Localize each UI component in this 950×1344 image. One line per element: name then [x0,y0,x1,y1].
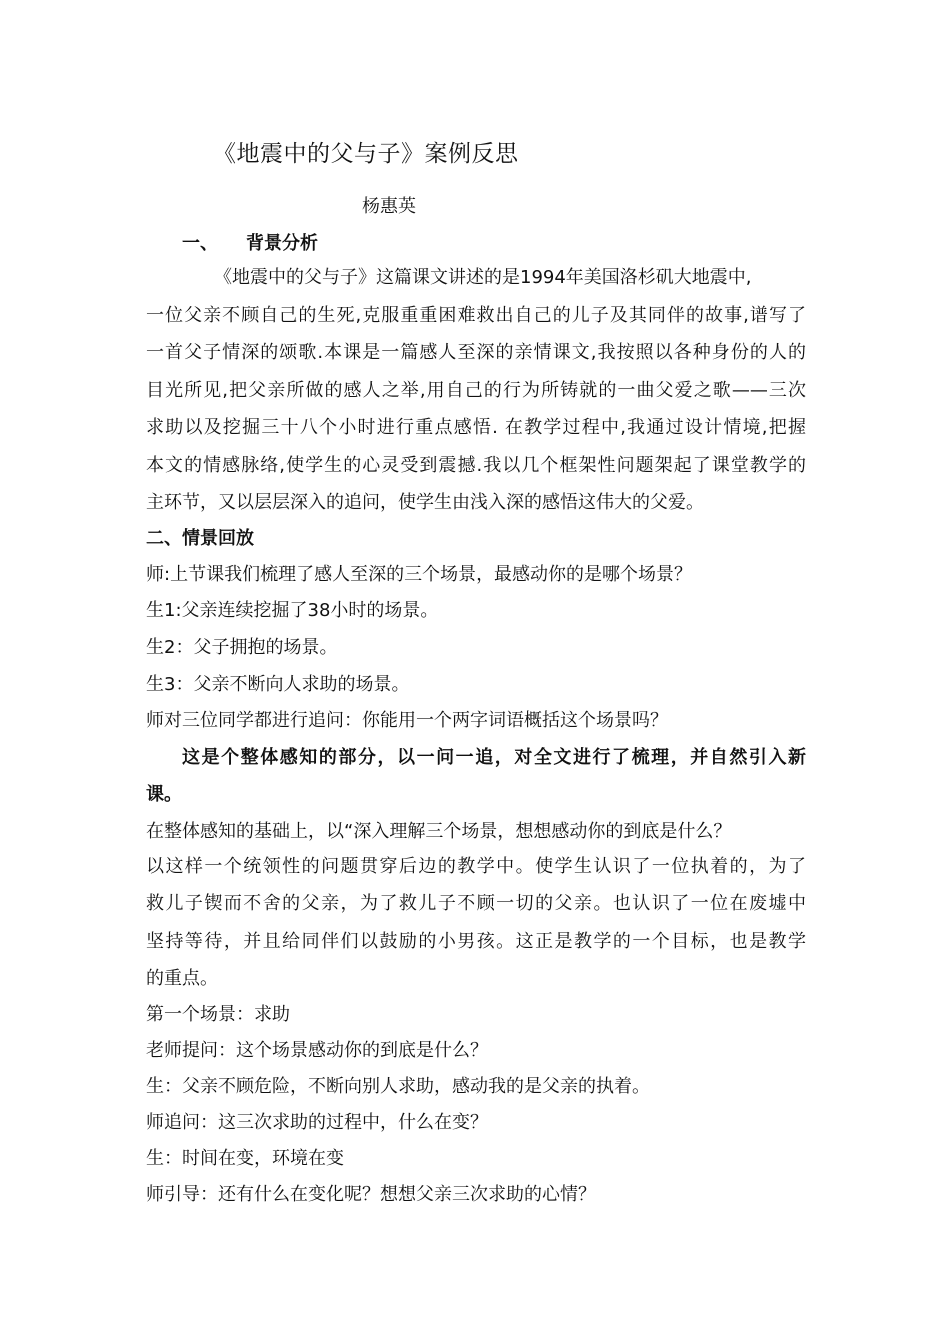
paragraph-line: 救儿子锲而不舍的父亲，为了救儿子不顾一切的父亲。也认识了一位在废墟中 [146,893,806,914]
paragraph-line: 坚持等待，并且给同伴们以鼓励的小男孩。这正是教学的一个目标，也是教学 [146,931,806,952]
scene-line: 师追问：这三次求助的过程中，什么在变？ [146,1112,488,1133]
scene-line: 生：父亲不顾危险，不断向别人求助，感动我的是父亲的执着。 [146,1076,650,1097]
author-name: 杨惠英 [362,196,416,217]
scene-line: 生：时间在变，环境在变 [146,1148,344,1169]
section-1-title: 背景分析 [246,233,318,254]
paragraph-line: 在整体感知的基础上，以“深入理解三个场景，想想感动你的到底是什么？ [146,821,732,842]
section-1-heading [182,229,318,255]
scene-line: 师引导：还有什么在变化呢？想想父亲三次求助的心情？ [146,1184,596,1205]
dialogue-line: 生2：父子拥抱的场景。 [146,637,338,658]
document-title: 《地震中的父与子》案例反思 [213,141,519,167]
dialogue-line: 师:上节课我们梳理了感人至深的三个场景，最感动你的是哪个场景？ [146,564,693,585]
paragraph-line: 《地震中的父与子》这篇课文讲述的是1994年美国洛杉矶大地震中, [214,267,752,288]
paragraph-line: 本文的情感脉络,使学生的心灵受到震撼.我以几个框架性问题架起了课堂教学的 [146,455,806,476]
scene-line: 第一个场景：求助 [146,1004,290,1025]
paragraph-line: 目光所见,把父亲所做的感人之举,用自己的行为所铸就的一曲父爱之歌——三次 [146,380,806,401]
commentary-line: 这是个整体感知的部分，以一问一追，对全文进行了梳理，并自然引入新 [182,747,806,768]
commentary-line: 课。 [146,784,182,805]
section-2-heading: 二、情景回放 [146,528,254,549]
paragraph-line: 的重点。 [146,968,218,989]
paragraph-line: 一首父子情深的颂歌.本课是一篇感人至深的亲情课文,我按照以各种身份的人的 [146,342,806,363]
paragraph-line: 主环节，又以层层深入的追问，使学生由浅入深的感悟这伟大的父爱。 [146,492,704,513]
scene-line: 老师提问：这个场景感动你的到底是什么？ [146,1040,488,1061]
paragraph-line: 以这样一个统领性的问题贯穿后边的教学中。使学生认识了一位执着的，为了 [146,856,806,877]
paragraph-line: 一位父亲不顾自己的生死,克服重重困难救出自己的儿子及其同伴的故事,谱写了 [146,305,806,326]
dialogue-line: 师对三位同学都进行追问：你能用一个两字词语概括这个场景吗？ [146,710,668,731]
dialogue-line: 生1:父亲连续挖掘了38小时的场景。 [146,600,439,621]
section-1-number: 一、 [182,233,218,254]
paragraph-line: 求助以及挖掘三十八个小时进行重点感悟. 在教学过程中,我通过设计情境,把握 [146,417,806,438]
dialogue-line: 生3：父亲不断向人求助的场景。 [146,674,410,695]
